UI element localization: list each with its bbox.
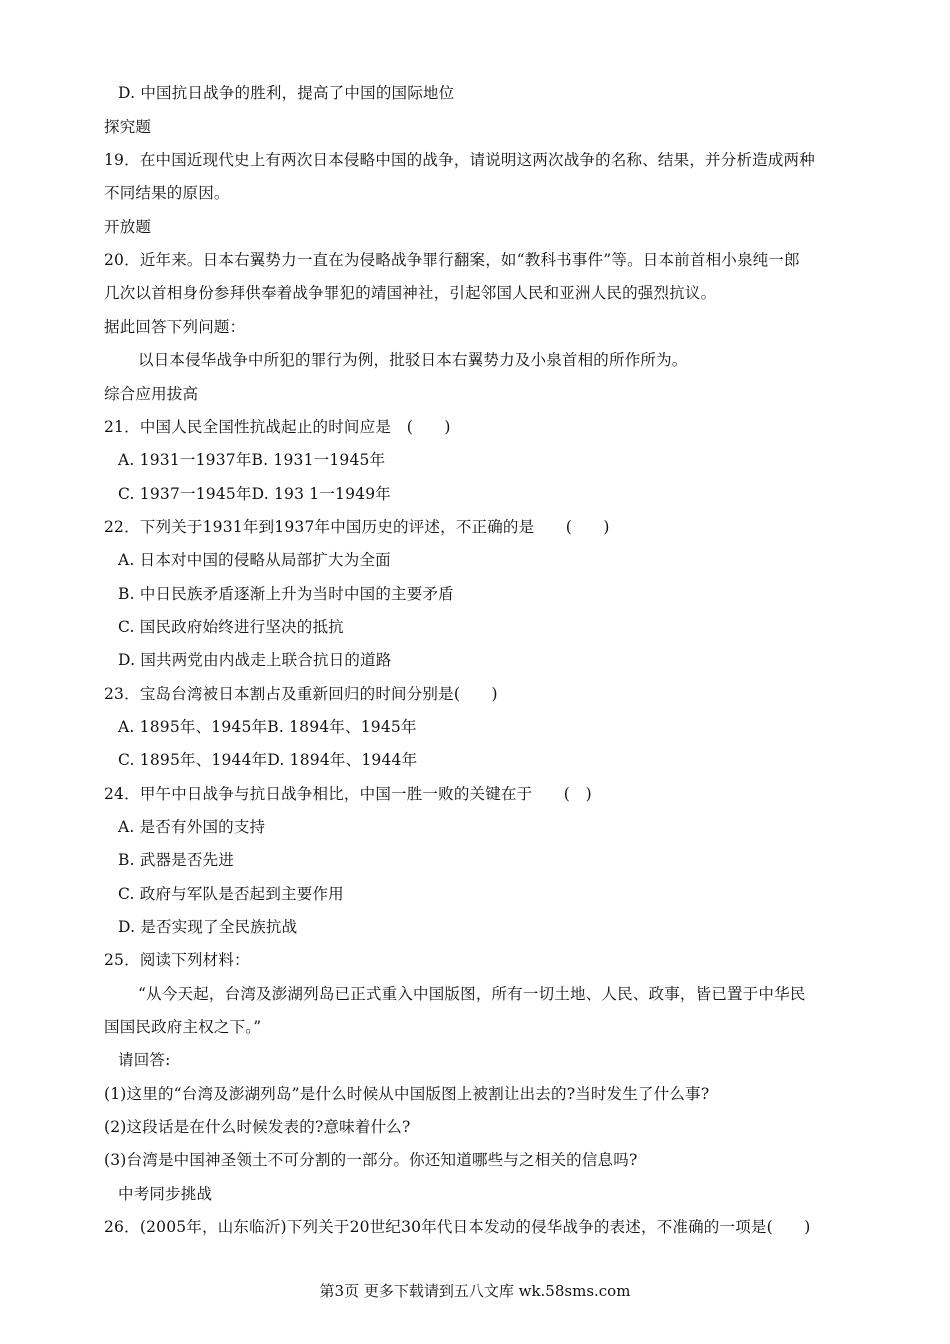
question-20-task: 以日本侵华战争中所犯的罪行为例，批驳日本右翼势力及小泉首相的所作所为。 xyxy=(138,351,688,369)
question-24: 24．甲午中日战争与抗日战争相比，中国一胜一败的关键在于 ( ) xyxy=(104,785,592,803)
question-22-option-b: B. 中日民族矛盾逐渐上升为当时中国的主要矛盾 xyxy=(118,585,454,603)
question-21-options-ab: A. 1931一1937年B. 1931一1945年 xyxy=(118,451,386,469)
question-24-option-d: D. 是否实现了全民族抗战 xyxy=(118,918,298,936)
question-23: 23．宝岛台湾被日本割占及重新回归的时间分别是( ) xyxy=(104,685,498,703)
question-21: 21．中国人民全国性抗战起止的时间应是 ( ) xyxy=(104,418,451,436)
question-20: 20．近年来。日本右翼势力一直在为侵略战争罪行翻案，如“教科书事件”等。日本前首相小泉纯一郎 xyxy=(104,251,800,269)
question-22-option-a: A. 日本对中国的侵略从局部扩大为全面 xyxy=(118,551,391,569)
question-25-prompt: 请回答: xyxy=(118,1051,171,1069)
section-heading-inquiry: 探究题 xyxy=(104,118,152,136)
question-25-part-3: (3)台湾是中国神圣领土不可分割的一部分。你还知道哪些与之相关的信息吗? xyxy=(104,1151,638,1169)
section-heading-comprehensive: 综合应用拔高 xyxy=(104,385,199,403)
question-23-options-ab: A. 1895年、1945年B. 1894年、1945年 xyxy=(118,718,417,736)
section-heading-exam-challenge: 中考同步挑战 xyxy=(118,1185,213,1203)
question-26: 26．(2005年，山东临沂)下列关于20世纪30年代日本发动的侵华战争的表述，不准确的一项是( ) xyxy=(104,1218,811,1236)
question-24-option-c: C. 政府与军队是否起到主要作用 xyxy=(118,885,344,903)
question-19-cont: 不同结果的原因。 xyxy=(104,184,230,202)
question-22-option-c: C. 国民政府始终进行坚决的抵抗 xyxy=(118,618,344,636)
question-22: 22．下列关于1931年到1937年中国历史的评述，不正确的是 ( ) xyxy=(104,518,610,536)
question-25: 25．阅读下列材料： xyxy=(104,951,250,969)
question-22-option-d: D. 国共两党由内战走上联合抗日的道路 xyxy=(118,651,392,669)
question-20-cont: 几次以首相身份参拜供奉着战争罪犯的靖国神社，引起邻国人民和亚洲人民的强烈抗议。 xyxy=(104,284,717,302)
question-21-options-cd: C. 1937一1945年D. 193 1一1949年 xyxy=(118,485,392,503)
question-20-prompt: 据此回答下列问题： xyxy=(104,318,246,336)
question-25-part-1: (1)这里的“台湾及澎湖列岛”是什么时候从中国版图上被割让出去的?当时发生了什么事? xyxy=(104,1085,710,1103)
option-d-q18: D. 中国抗日战争的胜利，提高了中国的国际地位 xyxy=(118,84,455,102)
page-footer: 第3页 更多下载请到五八文库 wk.58sms.com xyxy=(319,1282,631,1300)
question-23-options-cd: C. 1895年、1944年D. 1894年、1944年 xyxy=(118,751,418,769)
question-25-quote: “从今天起，台湾及澎湖列岛已正式重入中国版图，所有一切土地、人民、政事，皆已置于中华民 xyxy=(138,985,806,1003)
question-24-option-a: A. 是否有外国的支持 xyxy=(118,818,266,836)
question-19: 19．在中国近现代史上有两次日本侵略中国的战争，请说明这两次战争的名称、结果，并分析造成两种 xyxy=(104,151,815,169)
question-25-part-2: (2)这段话是在什么时候发表的?意味着什么? xyxy=(104,1118,411,1136)
section-heading-open: 开放题 xyxy=(104,218,152,236)
question-24-option-b: B. 武器是否先进 xyxy=(118,851,235,869)
question-25-quote-cont: 国国民政府主权之下。” xyxy=(104,1018,262,1036)
